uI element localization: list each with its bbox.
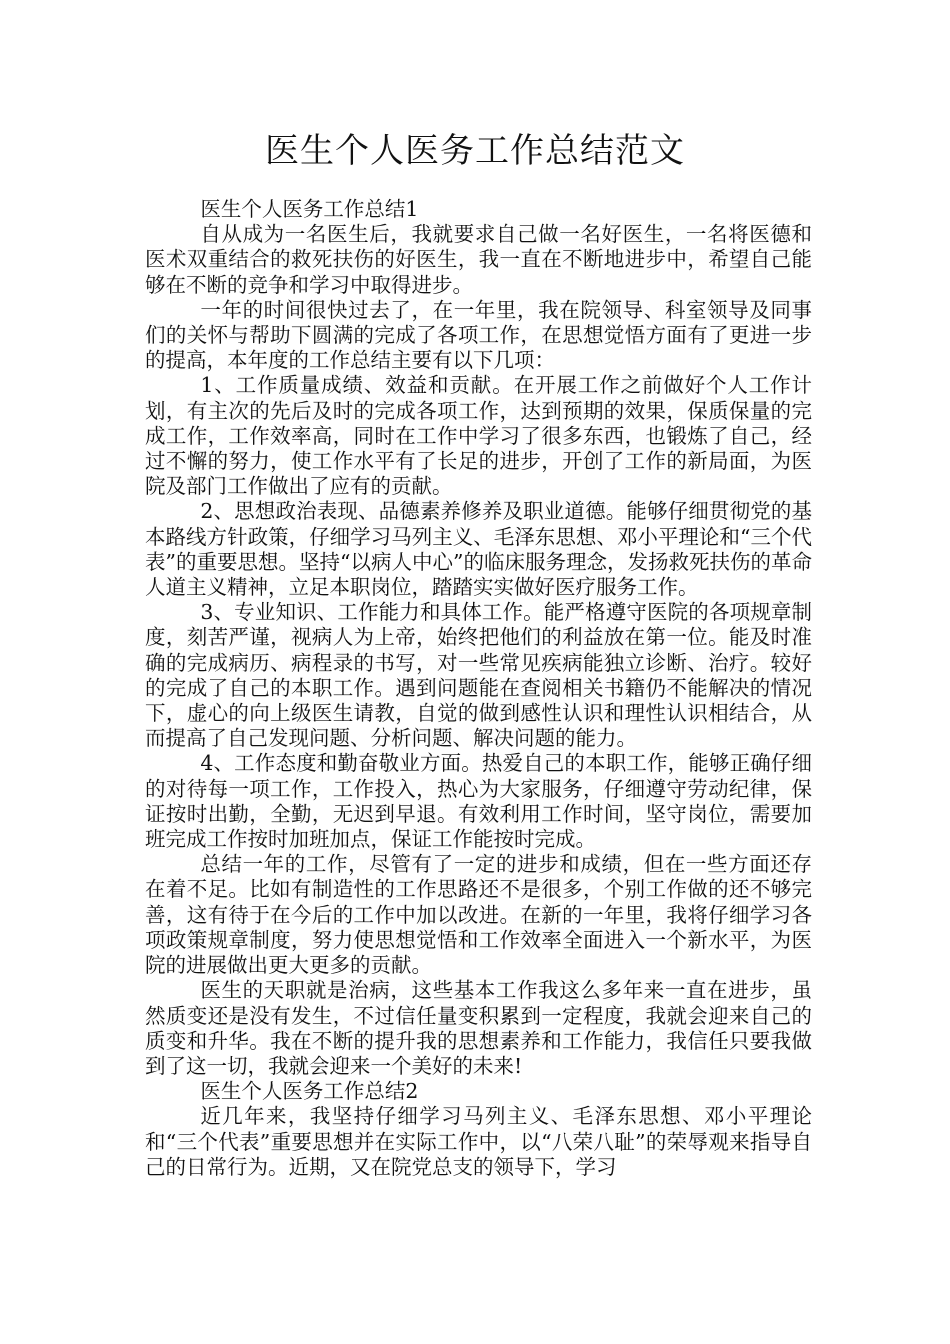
paragraph: 4、工作态度和勤奋敬业方面。热爱自己的本职工作，能够正确仔细的对待每一项工作，工作投入，热心为大家服务，仔细遵守劳动纪律，保证按时出勤，全勤，无迟到早退。有效利用工作时间，坚守岗位，需要加班完成工作按时加班加点，保证工作能按时完成。 — [145, 751, 812, 852]
paragraph: 近几年来，我坚持仔细学习马列主义、毛泽东思想、邓小平理论和“三个代表”重要思想并在实际工作中，以“八荣八耻”的荣辱观来指导自己的日常行为。近期，又在院党总支的领导下，学习 — [145, 1104, 812, 1179]
section-heading-2: 医生个人医务工作总结2 — [200, 1079, 419, 1104]
paragraph: 1、工作质量成绩、效益和贡献。在开展工作之前做好个人工作计划，有主次的先后及时的完成各项工作，达到预期的效果，保质保量的完成工作，工作效率高，同时在工作中学习了很多东西，也锻炼了自己，经过不懈的努力，使工作水平有了长足的进步，开创了工作的新局面，为医院及部门工作做出了应有的贡献。 — [145, 373, 812, 499]
document-title: 医生个人医务工作总结范文 — [265, 131, 685, 171]
paragraph: 3、专业知识、工作能力和具体工作。能严格遵守医院的各项规章制度，刻苦严谨，视病人为上帝，始终把他们的利益放在第一位。能及时准确的完成病历、病程录的书写，对一些常见疾病能独立诊断、治疗。较好的完成了自己的本职工作。遇到问题能在查阅相关书籍仍不能解决的情况下，虚心的向上级医生请教，自觉的做到感性认识和理性认识相结合，从而提高了自己发现问题、分析问题、解决问题的能力。 — [145, 600, 812, 751]
paragraph: 自从成为一名医生后，我就要求自己做一名好医生，一名将医德和医术双重结合的救死扶伤的好医生，我一直在不断地进步中，希望自己能够在不断的竞争和学习中取得进步。 — [145, 222, 812, 297]
document-body — [145, 197, 812, 1180]
paragraph: 医生的天职就是治病，这些基本工作我这么多年来一直在进步，虽然质变还是没有发生，不过信任量变积累到一定程度，我就会迎来自己的质变和升华。我在不断的提升我的思想素养和工作能力，我信任只要我做到了这一切，我就会迎来一个美好的未来! — [145, 978, 812, 1078]
paragraph: 一年的时间很快过去了，在一年里，我在院领导、科室领导及同事们的关怀与帮助下圆满的完成了各项工作，在思想觉悟方面有了更进一步的提高，本年度的工作总结主要有以下几项： — [145, 297, 812, 373]
paragraph: 总结一年的工作，尽管有了一定的进步和成绩，但在一些方面还存在着不足。比如有制造性的工作思路还不是很多，个别工作做的还不够完善，这有待于在今后的工作中加以改进。在新的一年里，我将仔细学习各项政策规章制度，努力使思想觉悟和工作效率全面进入一个新水平，为医院的进展做出更大更多的贡献。 — [145, 852, 812, 978]
paragraph: 2、思想政治表现、品德素养修养及职业道德。能够仔细贯彻党的基本路线方针政策，仔细学习马列主义、毛泽东思想、邓小平理论和“三个代表”的重要思想。坚持“以病人中心”的临床服务理念，发扬救死扶伤的革命人道主义精神，立足本职岗位，踏踏实实做好医疗服务工作。 — [145, 499, 812, 600]
section-heading-1: 医生个人医务工作总结1 — [200, 197, 419, 221]
